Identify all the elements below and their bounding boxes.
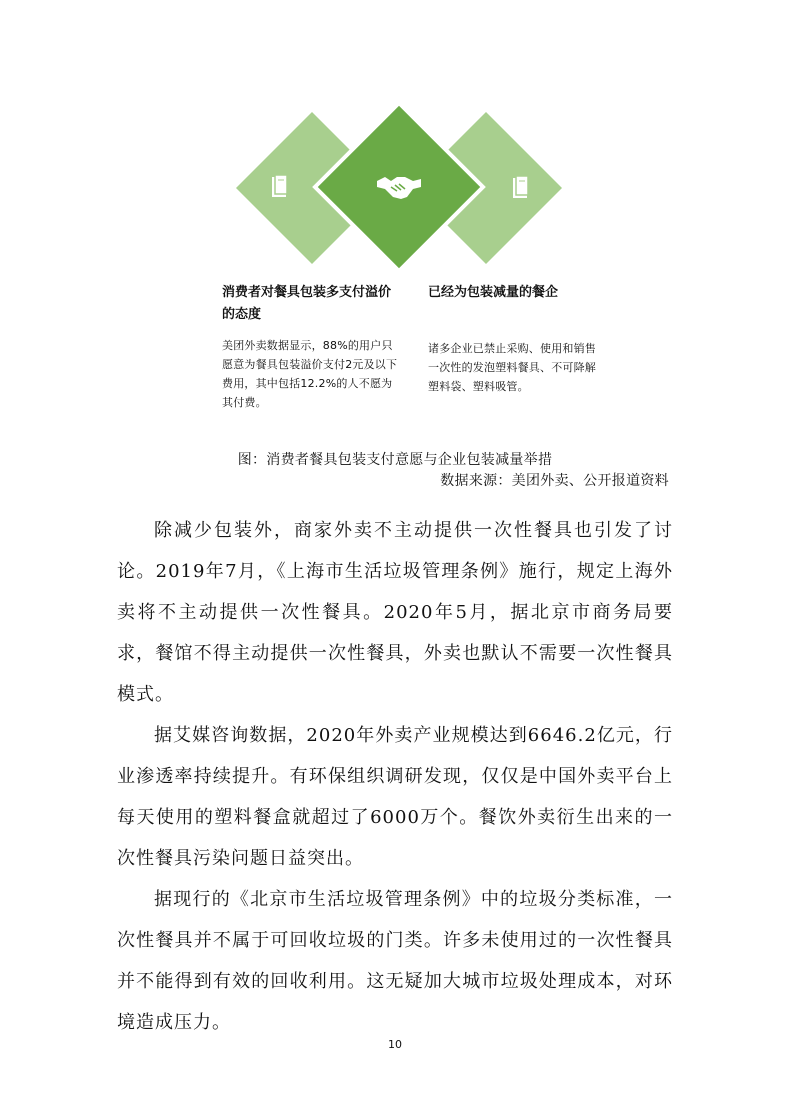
- body-text: [117, 510, 673, 1043]
- paragraph: 据现行的《北京市生活垃圾管理条例》中的垃圾分类标准，一次性餐具并不属于可回收垃圾的门类。许多未使用过的一次性餐具并不能得到有效的回收利用。这无疑加大城市垃圾处理成本，对环境造成压力。: [117, 889, 673, 1033]
- right-heading: 已经为包装减量的餐企: [428, 285, 559, 300]
- book-icon: [513, 176, 528, 198]
- page-number: 10: [388, 1038, 402, 1051]
- left-heading: 消费者对餐具包装多支付溢价的态度: [222, 285, 392, 322]
- book-icon: [272, 175, 287, 197]
- left-body: 美团外卖数据显示，88%的用户只愿意为餐具包装溢价支付2元及以下费用，其中包括12.2%的人不愿为其付费。: [222, 339, 398, 409]
- infographic-figure: [0, 0, 790, 420]
- diamond-graphic: [0, 0, 790, 280]
- paragraph: 除减少包装外，商家外卖不主动提供一次性餐具也引发了讨论。2019年7月，《上海市生活垃圾管理条例》施行，规定上海外卖将不主动提供一次性餐具。2020年5月，据北京市商务局要求，餐馆不得主动提供一次性餐具，外卖也默认不需要一次性餐具模式。: [117, 520, 673, 705]
- figure-source: 数据来源：美团外卖、公开报道资料: [440, 473, 669, 489]
- left-text-block: [222, 282, 400, 412]
- paragraph: 据艾媒咨询数据，2020年外卖产业规模达到6646.2亿元，行业渗透率持续提升。有环保组织调研发现，仅仅是中国外卖平台上每天使用的塑料餐盒就超过了6000万个。餐饮外卖衍生出来的一次性餐具污染问题日益突出。: [117, 725, 673, 869]
- figure-caption: 图：消费者餐具包装支付意愿与企业包装减量举措: [237, 452, 553, 468]
- right-body: 诸多企业已禁止采购、使用和销售一次性的发泡塑料餐具、不可降解塑料袋、塑料吸管。: [428, 342, 596, 393]
- right-text-block: [428, 282, 606, 396]
